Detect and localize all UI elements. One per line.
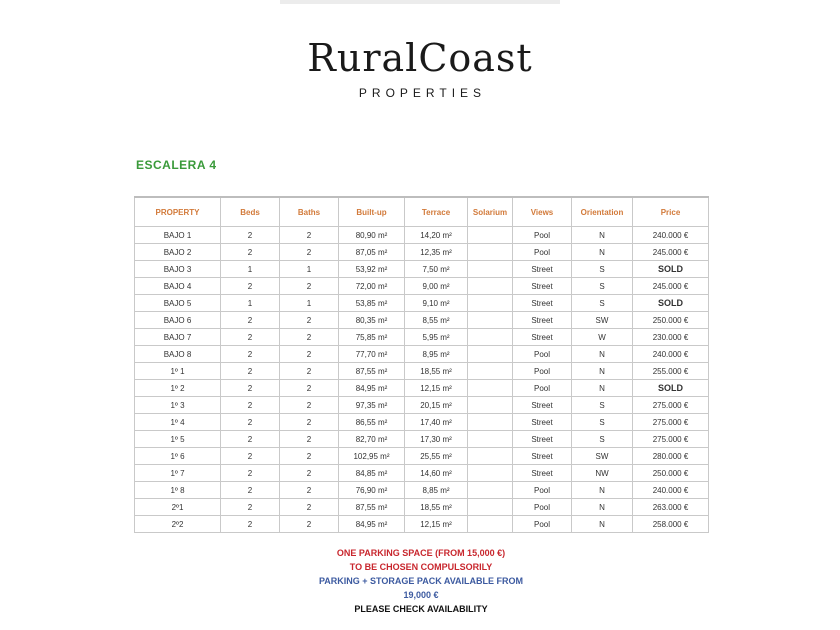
table-cell: 53,85 m² (339, 295, 405, 312)
table-cell (468, 329, 513, 346)
column-header: Orientation (572, 197, 633, 227)
brand-logo (0, 36, 840, 100)
table-cell: N (572, 482, 633, 499)
property-table (134, 196, 709, 533)
column-header: Solarium (468, 197, 513, 227)
table-cell: Pool (513, 227, 572, 244)
table-cell (468, 363, 513, 380)
table-cell: Street (513, 397, 572, 414)
table-cell: 1º 7 (135, 465, 221, 482)
table-cell: 240.000 € (633, 482, 709, 499)
table-cell: 2 (280, 227, 339, 244)
table-cell: SW (572, 312, 633, 329)
table-cell (468, 431, 513, 448)
table-cell: N (572, 244, 633, 261)
table-body (135, 227, 709, 533)
table-cell: 250.000 € (633, 312, 709, 329)
table-cell: Street (513, 329, 572, 346)
table-row (135, 295, 709, 312)
table-cell: 2 (280, 363, 339, 380)
pack-note-line2: 19,000 € (403, 590, 439, 600)
table-cell: 2 (280, 278, 339, 295)
table-cell: 77,70 m² (339, 346, 405, 363)
table-cell: 8,85 m² (405, 482, 468, 499)
table-cell: 240.000 € (633, 227, 709, 244)
table-cell: 9,10 m² (405, 295, 468, 312)
table-cell (468, 346, 513, 363)
table-cell: N (572, 516, 633, 533)
section-title: ESCALERA 4 (136, 158, 217, 172)
table-cell: SOLD (633, 380, 709, 397)
column-header: PROPERTY (135, 197, 221, 227)
column-header: Beds (221, 197, 280, 227)
table-cell: BAJO 2 (135, 244, 221, 261)
table-cell: Street (513, 465, 572, 482)
table-cell: Street (513, 278, 572, 295)
table-cell: 1º 6 (135, 448, 221, 465)
table-cell: 80,35 m² (339, 312, 405, 329)
table-cell: 275.000 € (633, 431, 709, 448)
table-cell: 84,95 m² (339, 380, 405, 397)
column-header: Terrace (405, 197, 468, 227)
table-cell: N (572, 346, 633, 363)
table-cell: 1º 8 (135, 482, 221, 499)
table-row (135, 482, 709, 499)
table-cell: 2 (280, 380, 339, 397)
table-row (135, 363, 709, 380)
table-cell: 2 (221, 397, 280, 414)
availability-note: PLEASE CHECK AVAILABILITY (354, 604, 488, 614)
table-cell: SOLD (633, 261, 709, 278)
table-cell (468, 448, 513, 465)
table-cell: 2 (280, 431, 339, 448)
table-cell: 86,55 m² (339, 414, 405, 431)
table-cell: 53,92 m² (339, 261, 405, 278)
table-cell: 12,15 m² (405, 380, 468, 397)
table-cell (468, 414, 513, 431)
table-row (135, 244, 709, 261)
table-cell: 20,15 m² (405, 397, 468, 414)
table-cell: 263.000 € (633, 499, 709, 516)
table-cell: 1 (221, 261, 280, 278)
brand-name: RuralCoast (307, 36, 533, 80)
table-cell: 2 (280, 499, 339, 516)
table-cell: 72,00 m² (339, 278, 405, 295)
table-cell: Street (513, 414, 572, 431)
table-cell: 97,35 m² (339, 397, 405, 414)
table-cell: 2 (221, 329, 280, 346)
table-cell: N (572, 363, 633, 380)
table-row (135, 227, 709, 244)
table-cell: 245.000 € (633, 278, 709, 295)
table-row (135, 312, 709, 329)
table-cell: S (572, 397, 633, 414)
table-cell: 245.000 € (633, 244, 709, 261)
table-cell: Pool (513, 499, 572, 516)
table-row (135, 278, 709, 295)
table-cell: SW (572, 448, 633, 465)
table-cell: N (572, 380, 633, 397)
table-cell: SOLD (633, 295, 709, 312)
table-cell: Pool (513, 380, 572, 397)
table-cell (468, 397, 513, 414)
table-cell: Street (513, 261, 572, 278)
table-cell: 9,00 m² (405, 278, 468, 295)
notes (134, 546, 708, 616)
table-cell: Street (513, 448, 572, 465)
table-cell (468, 261, 513, 278)
table-cell: 87,55 m² (339, 499, 405, 516)
table-cell: 2 (280, 448, 339, 465)
table-cell: Pool (513, 346, 572, 363)
table-cell: BAJO 4 (135, 278, 221, 295)
column-header: Built-up (339, 197, 405, 227)
table-cell: W (572, 329, 633, 346)
table-cell: 2 (280, 244, 339, 261)
table-cell: BAJO 5 (135, 295, 221, 312)
table-cell: 2 (221, 244, 280, 261)
table-cell (468, 516, 513, 533)
table-cell: 14,20 m² (405, 227, 468, 244)
table-cell: 255.000 € (633, 363, 709, 380)
table-cell: 230.000 € (633, 329, 709, 346)
table-cell (468, 278, 513, 295)
table-cell (468, 227, 513, 244)
table-cell: 1º 2 (135, 380, 221, 397)
table-cell: 2 (221, 414, 280, 431)
top-divider (280, 0, 560, 4)
table-cell: BAJO 3 (135, 261, 221, 278)
table-cell: 2 (280, 329, 339, 346)
table-cell: S (572, 261, 633, 278)
table-cell: S (572, 414, 633, 431)
table-cell: 2 (221, 431, 280, 448)
column-header: Views (513, 197, 572, 227)
table-row (135, 431, 709, 448)
table-cell: 2 (280, 397, 339, 414)
table-cell: 18,55 m² (405, 499, 468, 516)
table-cell: 2º2 (135, 516, 221, 533)
table-cell: BAJO 8 (135, 346, 221, 363)
table-cell: Street (513, 431, 572, 448)
table-cell: 275.000 € (633, 414, 709, 431)
table-cell: NW (572, 465, 633, 482)
table-cell: 1 (221, 295, 280, 312)
table-row (135, 380, 709, 397)
table-cell: 102,95 m² (339, 448, 405, 465)
table-cell: 2 (221, 278, 280, 295)
table-cell: 1º 3 (135, 397, 221, 414)
brand-tagline: PROPERTIES (358, 86, 487, 100)
table-cell: 18,55 m² (405, 363, 468, 380)
table-row (135, 329, 709, 346)
table-cell: 7,50 m² (405, 261, 468, 278)
table-cell: 87,05 m² (339, 244, 405, 261)
table-cell: 12,15 m² (405, 516, 468, 533)
table-row (135, 516, 709, 533)
table-cell: 2 (221, 482, 280, 499)
table-cell: 1º 4 (135, 414, 221, 431)
table-cell (468, 380, 513, 397)
table-cell: 2 (280, 516, 339, 533)
table-cell: 258.000 € (633, 516, 709, 533)
table-cell: 8,55 m² (405, 312, 468, 329)
table-cell: 1º 5 (135, 431, 221, 448)
pack-note-line1: PARKING + STORAGE PACK AVAILABLE FROM (318, 576, 524, 586)
table-row (135, 465, 709, 482)
table-cell: 80,90 m² (339, 227, 405, 244)
table-cell: 17,30 m² (405, 431, 468, 448)
parking-note-line2: TO BE CHOSEN COMPULSORILY (349, 562, 493, 572)
table-cell: Pool (513, 482, 572, 499)
table-cell: BAJO 6 (135, 312, 221, 329)
table-cell: 275.000 € (633, 397, 709, 414)
table-cell: 1º 1 (135, 363, 221, 380)
table-cell: 17,40 m² (405, 414, 468, 431)
parking-note-line1: ONE PARKING SPACE (FROM 15,000 €) (336, 548, 506, 558)
table-cell: S (572, 431, 633, 448)
table-cell (468, 244, 513, 261)
table-cell: N (572, 499, 633, 516)
table-cell: 25,55 m² (405, 448, 468, 465)
table-cell: 2 (221, 516, 280, 533)
table-cell: 240.000 € (633, 346, 709, 363)
table-cell: 2 (280, 482, 339, 499)
table-cell: 1 (280, 261, 339, 278)
table-cell: 1 (280, 295, 339, 312)
table-cell: 84,85 m² (339, 465, 405, 482)
table-cell: 12,35 m² (405, 244, 468, 261)
table-cell: 2 (221, 346, 280, 363)
table-cell: Street (513, 295, 572, 312)
table-cell (468, 465, 513, 482)
table-cell: 2 (280, 346, 339, 363)
table-cell: Pool (513, 363, 572, 380)
table-cell: Pool (513, 516, 572, 533)
table-cell: 2 (280, 414, 339, 431)
column-header: Baths (280, 197, 339, 227)
table-cell: 2 (221, 499, 280, 516)
table-cell (468, 295, 513, 312)
table-cell: 2 (221, 465, 280, 482)
table-cell: 250.000 € (633, 465, 709, 482)
table-cell: 84,95 m² (339, 516, 405, 533)
table-row (135, 346, 709, 363)
table-cell: 14,60 m² (405, 465, 468, 482)
table-row (135, 448, 709, 465)
table-row (135, 499, 709, 516)
table-cell: Street (513, 312, 572, 329)
table-cell (468, 482, 513, 499)
table-row (135, 414, 709, 431)
table-cell: 5,95 m² (405, 329, 468, 346)
column-header: Price (633, 197, 709, 227)
table-cell: BAJO 7 (135, 329, 221, 346)
table-cell: 8,95 m² (405, 346, 468, 363)
table-row (135, 397, 709, 414)
table-cell: 2 (221, 448, 280, 465)
table-cell (468, 499, 513, 516)
table-cell: 2 (221, 312, 280, 329)
table-cell: 2 (280, 465, 339, 482)
table-cell: 280.000 € (633, 448, 709, 465)
table-header-row (135, 197, 709, 227)
table-cell: S (572, 295, 633, 312)
table-cell: 2 (280, 312, 339, 329)
table-cell: BAJO 1 (135, 227, 221, 244)
table-cell: 2 (221, 227, 280, 244)
table-row (135, 261, 709, 278)
table-cell: N (572, 227, 633, 244)
table-cell (468, 312, 513, 329)
table-cell: S (572, 278, 633, 295)
table-cell: 87,55 m² (339, 363, 405, 380)
table-cell: Pool (513, 244, 572, 261)
table-cell: 76,90 m² (339, 482, 405, 499)
table-cell: 82,70 m² (339, 431, 405, 448)
table-cell: 2 (221, 380, 280, 397)
table-cell: 2º1 (135, 499, 221, 516)
table-cell: 2 (221, 363, 280, 380)
table-cell: 75,85 m² (339, 329, 405, 346)
